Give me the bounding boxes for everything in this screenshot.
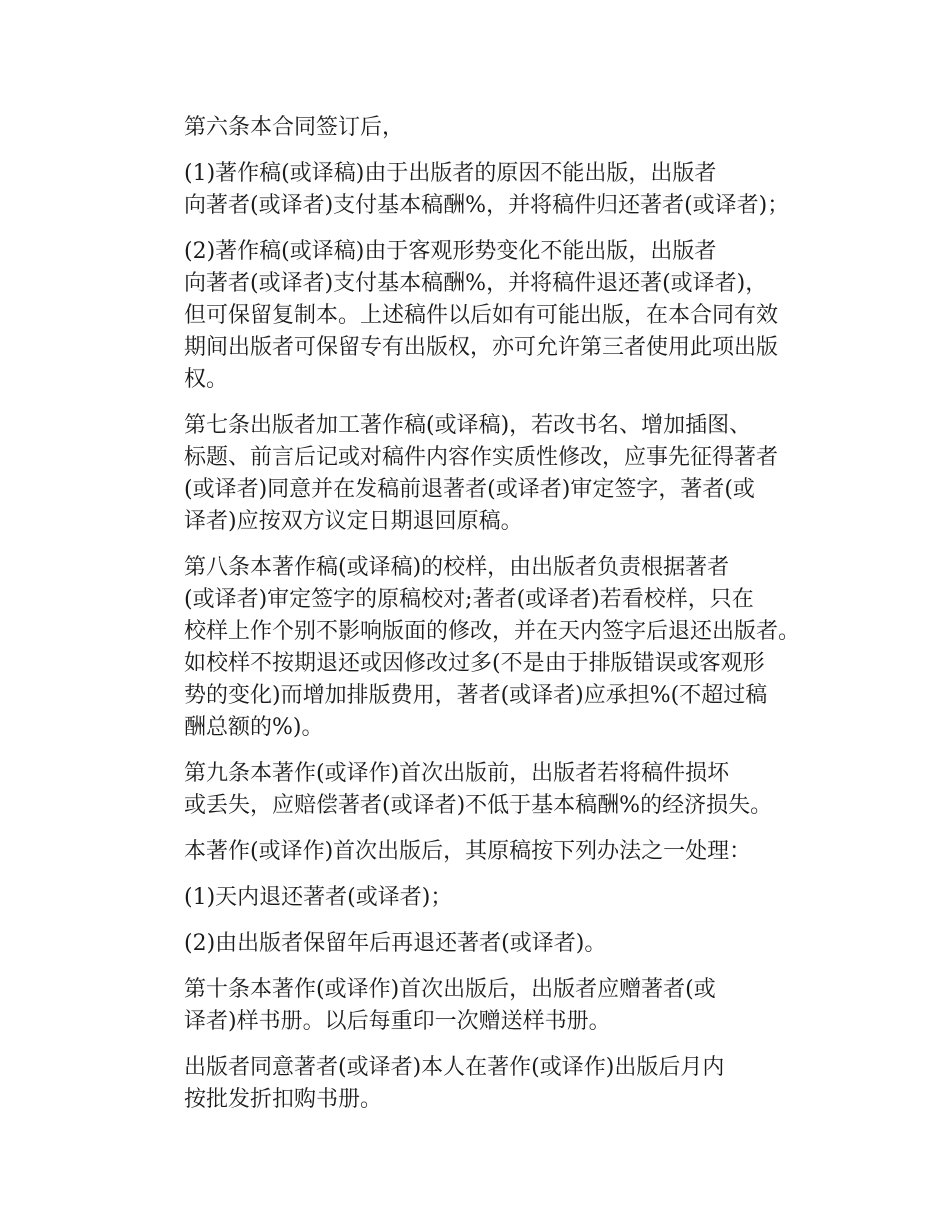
paragraph-line: (或译者)同意并在发稿前退著者(或译者)审定签字，著者(或 <box>184 477 755 502</box>
paragraph-line: 或丢失，应赔偿著者(或译者)不低于基本稿酬%的经济损失。 <box>184 793 773 818</box>
paragraph-line: 标题、前言后记或对稿件内容作实质性修改，应事先征得著者 <box>184 445 779 470</box>
paragraph <box>140 836 830 868</box>
paragraph-line: 译者)应按双方议定日期退回原稿。 <box>184 509 523 534</box>
paragraph-line: 期间出版者可保留专有出版权，亦可允许第三者使用此项出版 <box>184 335 779 360</box>
paragraph-line: 第十条本著作(或译作)首次出版后，出版者应赠著者(或 <box>184 977 716 1002</box>
document-body <box>140 112 830 1130</box>
paragraph-line: 按批发折扣购书册。 <box>184 1087 383 1112</box>
paragraph-line: (2)著作稿(或译稿)由于客观形势变化不能出版，出版者 <box>184 239 717 264</box>
paragraph <box>140 552 830 744</box>
paragraph <box>140 974 830 1038</box>
paragraph-line: 第九条本著作(或译作)首次出版前，出版者若将稿件损坏 <box>184 761 730 786</box>
paragraph-line: 势的变化)而增加排版费用，著者(或译者)应承担%(不超过稿 <box>184 683 768 708</box>
paragraph-line: 本著作(或译作)首次出版后，其原稿按下列办法之一处理： <box>184 839 752 864</box>
paragraph <box>140 158 830 222</box>
paragraph-line: 但可保留复制本。上述稿件以后如有可能出版，在本合同有效 <box>184 303 779 328</box>
paragraph <box>140 882 830 914</box>
paragraph-line: 第六条本合同签订后， <box>184 115 405 140</box>
paragraph <box>140 112 830 144</box>
paragraph-line: 酬总额的%)。 <box>184 715 324 740</box>
paragraph-line: 向著者(或译者)支付基本稿酬%，并将稿件归还著者(或译者)； <box>184 193 790 218</box>
paragraph-line: 权。 <box>184 367 229 392</box>
paragraph-line: 译者)样书册。以后每重印一次赠送样书册。 <box>184 1009 611 1034</box>
paragraph-line: (或译者)审定签字的原稿校对;著者(或译者)若看校样，只在 <box>184 587 754 612</box>
paragraph-line: 出版者同意著者(或译者)本人在著作(或译作)出版后月内 <box>184 1055 725 1080</box>
paragraph-line: (1)天内退还著者(或译者)； <box>184 885 453 910</box>
paragraph <box>140 928 830 960</box>
paragraph-line: 向著者(或译者)支付基本稿酬%，并将稿件退还著(或译者)， <box>184 271 768 296</box>
paragraph-line: 校样上作个别不影响版面的修改，并在天内签字后退还出版者。 <box>184 619 801 644</box>
paragraph-line: (2)由出版者保留年后再退还著者(或译者)。 <box>184 931 607 956</box>
paragraph <box>140 758 830 822</box>
paragraph-line: 如校样不按期退还或因修改过多(不是由于排版错误或客观形 <box>184 651 765 676</box>
paragraph <box>140 410 830 538</box>
paragraph-line: (1)著作稿(或译稿)由于出版者的原因不能出版，出版者 <box>184 161 717 186</box>
paragraph-line: 第七条出版者加工著作稿(或译稿)，若改书名、增加插图、 <box>184 413 752 438</box>
paragraph <box>140 1052 830 1116</box>
paragraph-line: 第八条本著作稿(或译稿)的校样，由出版者负责根据著者 <box>184 555 730 580</box>
paragraph <box>140 236 830 396</box>
